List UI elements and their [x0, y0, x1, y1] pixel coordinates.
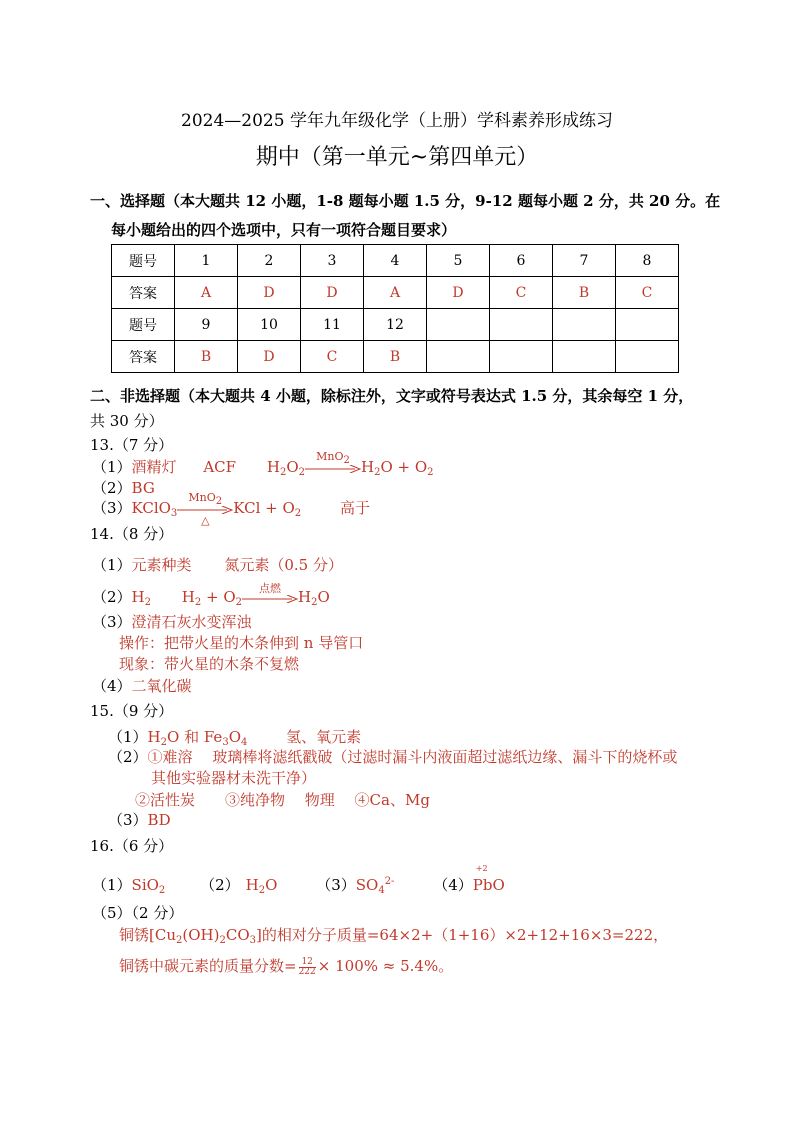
equation: KClO$_3$ MnO$_2$ △ KCl + $O_2$ [131, 491, 302, 527]
question-number: 4 [364, 245, 427, 277]
q15-part1 [108, 726, 361, 747]
q16-part5: （5）（2 分） [92, 904, 184, 922]
question-number: 9 [175, 309, 238, 341]
question-number: 11 [301, 309, 364, 341]
part-label: （2） [200, 876, 240, 894]
answer-cell: B [175, 341, 238, 373]
answer-formula: $H_2O$ 和 $Fe_3O_4$ [147, 728, 248, 748]
q15-part2 [108, 746, 677, 767]
part-label: （3） [92, 613, 132, 631]
answer-table [111, 244, 679, 373]
empty-cell [490, 309, 553, 341]
calc-text: 铜锈[Cu [119, 926, 176, 944]
answer-cell: B [553, 277, 616, 309]
empty-cell [427, 309, 490, 341]
fraction [299, 958, 316, 977]
answer-formula: +2 PbO [472, 864, 505, 894]
answer-text: BG [131, 479, 155, 497]
section1-heading: 一、选择题（本大题共 12 小题，1-8 题每小题 1.5 分，9-12 题每小题 2 分，共 20 分。在 [90, 192, 721, 210]
row-label: 答案 [112, 341, 175, 373]
part-label: （2） [92, 588, 132, 606]
answer-cell: D [238, 341, 301, 373]
q15-part3 [108, 809, 171, 830]
row-label: 题号 [112, 309, 175, 341]
calc-text: × 100% ≈ 5.4%。 [317, 957, 454, 975]
empty-cell [427, 341, 490, 373]
q14-part1 [92, 554, 343, 575]
equation: $H_2 + O_2$ 点燃 $H_2O$ [181, 582, 330, 608]
valence-mark: +2 [475, 864, 488, 873]
part-label: （3） [316, 876, 356, 894]
page-title: 2024—2025 学年九年级化学（上册）学科素养形成练习 [181, 111, 613, 131]
catalyst-label: MnO$_2$ [316, 450, 350, 466]
calc-text: 铜锈中碳元素的质量分数= [119, 957, 297, 975]
q14-part3 [92, 611, 252, 632]
q16-calc-line1: 铜锈$[Cu_2(OH)_2CO_3]$的相对分子质量=64×2+（1+16）×2+12+16×3=222， [119, 926, 669, 946]
answer-formula: $H_2O$ [245, 876, 278, 896]
equation: $H_2O_2$ MnO$_2$ $H_2O + O_2$ [266, 450, 434, 478]
empty-cell [616, 341, 679, 373]
q14-header: 14.（8 分） [90, 525, 174, 543]
empty-cell [553, 341, 616, 373]
answer-formula: SiO$_2$ [131, 876, 166, 896]
q13-header: 13.（7 分） [90, 436, 174, 454]
part-label: （4） [433, 876, 473, 894]
section2-heading: 二、非选择题（本大题共 4 小题，除标注外，文字或符号表达式 1.5 分，其余每空 1 分， [90, 387, 694, 405]
answer-text: ①难溶 玻璃棒将滤纸戳破（过滤时漏斗内液面超过滤纸边缘、漏斗下的烧杯或 [147, 748, 678, 766]
q15-header: 15.（9 分） [90, 702, 174, 720]
q14-operation: 操作：把带火星的木条伸到 n 导管口 [119, 634, 364, 652]
answer-cell: A [364, 277, 427, 309]
section2-heading-cont: 共 30 分） [90, 412, 164, 430]
answer-formula: $H_2$ [131, 588, 152, 608]
reaction-arrow [242, 582, 298, 605]
question-number: 3 [301, 245, 364, 277]
answer-text: 氮元素（0.5 分） [224, 556, 343, 574]
question-number: 12 [364, 309, 427, 341]
fraction-numerator: 12 [299, 958, 316, 968]
q14-part2 [92, 582, 330, 608]
q16-calc-line2 [119, 955, 453, 977]
part-label: （1） [92, 556, 132, 574]
answer-cell: D [427, 277, 490, 309]
calc-text: 的相对分子质量=64×2+（1+16）×2+12+16×3=222， [261, 926, 669, 944]
answer-cell: C [301, 341, 364, 373]
row-label: 题号 [112, 245, 175, 277]
part-label: （2） [92, 479, 132, 497]
answer-text: 酒精灯 [131, 458, 177, 476]
answer-text: 氢、氧元素 [286, 728, 362, 746]
part-label: （4） [92, 677, 132, 695]
q16-header: 16.（6 分） [90, 837, 174, 855]
question-number: 2 [238, 245, 301, 277]
reaction-arrow [305, 450, 361, 475]
q15-part2-answers: ②活性炭 ③纯净物 物理 ④Ca、Mg [135, 791, 430, 809]
question-number: 1 [175, 245, 238, 277]
empty-cell [616, 309, 679, 341]
part-label: （1） [92, 458, 132, 476]
part-label: （1） [108, 728, 148, 746]
q15-part2-cont: 其他实验器材未洗干净） [151, 769, 317, 787]
answer-text: BD [147, 811, 171, 829]
table-row [112, 245, 679, 277]
answer-cell: C [616, 277, 679, 309]
answer-cell: D [238, 277, 301, 309]
heat-label: △ [201, 514, 210, 527]
part-label: （3） [108, 811, 148, 829]
empty-cell [490, 341, 553, 373]
part-label: （1） [92, 876, 132, 894]
q13-part2 [92, 477, 155, 498]
answer-text: 高于 [339, 499, 370, 517]
q16-parts-1-4 [92, 864, 505, 896]
answer-text: ACF [203, 458, 237, 476]
answer-text: 元素种类 [131, 556, 192, 574]
empty-cell [553, 309, 616, 341]
part-label: （2） [108, 748, 148, 766]
table-row [112, 309, 679, 341]
answer-text: 澄清石灰水变浑浊 [131, 613, 252, 631]
answer-cell: B [364, 341, 427, 373]
answer-cell: A [175, 277, 238, 309]
row-label: 答案 [112, 277, 175, 309]
ignite-label: 点燃 [259, 582, 282, 595]
q13-part1 [92, 450, 434, 478]
q13-part3 [92, 491, 370, 527]
question-number: 8 [616, 245, 679, 277]
q14-part4 [92, 675, 192, 696]
q14-phenomenon: 现象：带火星的木条不复燃 [119, 655, 300, 673]
catalyst-label: MnO$_2$ [188, 491, 223, 507]
table-row [112, 341, 679, 373]
question-number: 10 [238, 309, 301, 341]
part-label: （3） [92, 499, 132, 517]
question-number: 7 [553, 245, 616, 277]
answer-formula: $SO_4^{2-}$ [355, 876, 395, 896]
reaction-arrow [177, 491, 233, 527]
table-row [112, 277, 679, 309]
answer-cell: C [490, 277, 553, 309]
section1-heading-cont: 每小题给出的四个选项中，只有一项符合题目要求） [111, 221, 457, 239]
answer-text: 二氧化碳 [131, 677, 192, 695]
question-number: 6 [490, 245, 553, 277]
fraction-denominator: 222 [298, 966, 316, 977]
answer-cell: D [301, 277, 364, 309]
page-subtitle: 期中（第一单元~第四单元） [255, 145, 539, 170]
question-number: 5 [427, 245, 490, 277]
